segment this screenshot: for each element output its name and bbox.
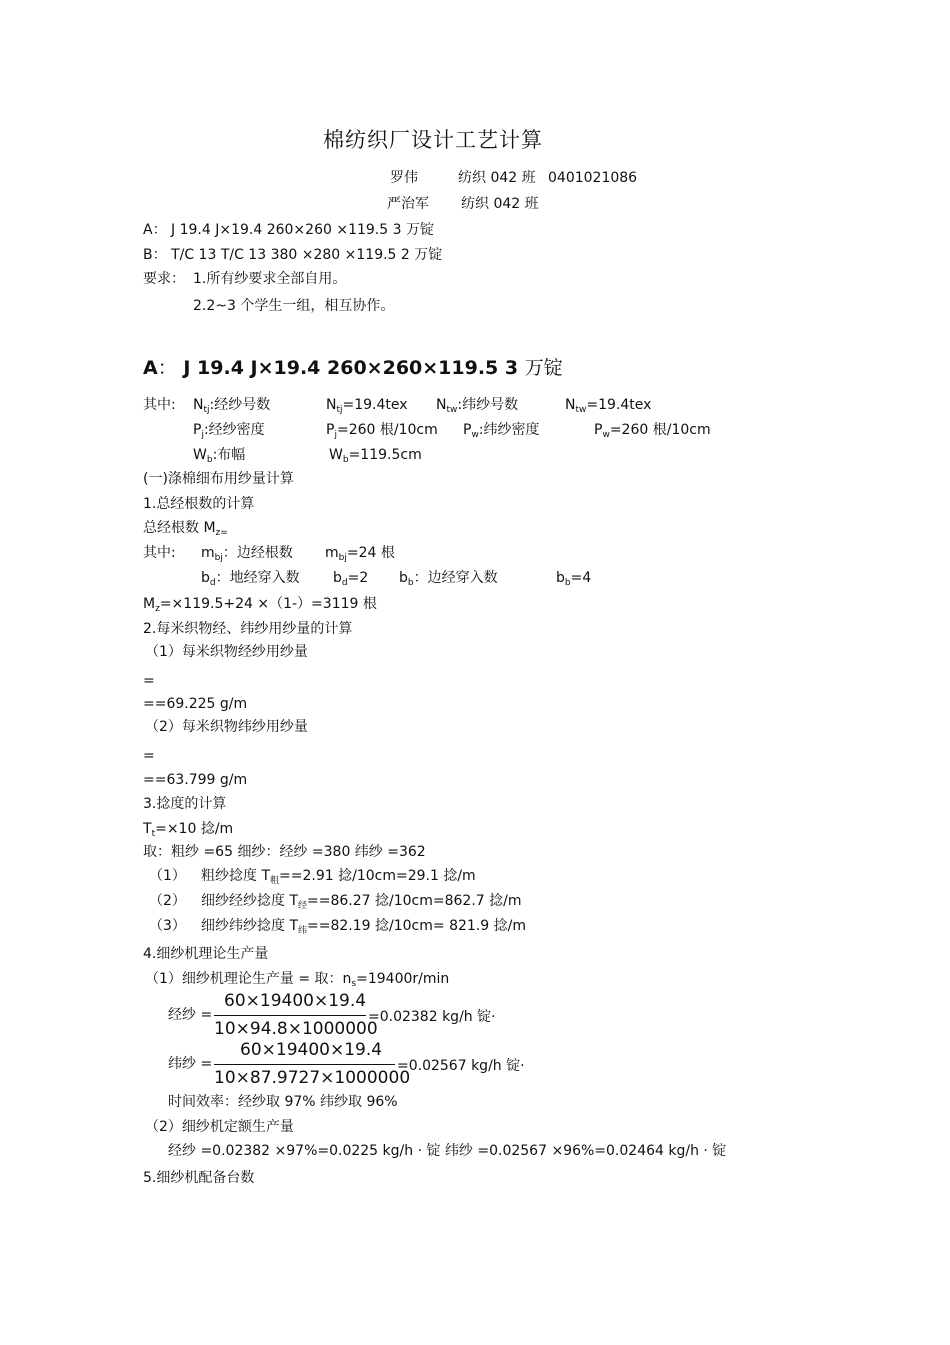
var-pw-def bbox=[463, 422, 540, 440]
var-symbol: M bbox=[143, 596, 156, 612]
var-subscript: tw bbox=[446, 405, 458, 415]
var-value: =260 根/10cm bbox=[609, 422, 711, 438]
var-symbol: b bbox=[333, 570, 342, 586]
author1-name: 罗伟 bbox=[390, 170, 418, 186]
var-subscript: b bbox=[564, 578, 571, 588]
var-subscript: bj bbox=[338, 553, 347, 563]
var-symbol: W bbox=[193, 447, 207, 463]
var-symbol: P bbox=[193, 422, 202, 438]
section-a-unit: 万锭 bbox=[524, 357, 563, 379]
var-subscript: b bbox=[342, 455, 349, 465]
twist-subscript: 经 bbox=[298, 901, 308, 911]
twist-1-num: （1） bbox=[149, 868, 186, 884]
var-symbol: N bbox=[565, 397, 576, 413]
section-1-5-heading: 5.细纱机配备台数 bbox=[143, 1170, 255, 1186]
twist-2-line bbox=[201, 893, 522, 911]
rated-output: 经纱 =0.02382 ×97%=0.0225 kg/h · 锭 纬纱 =0.02567 ×96%=0.02464 kg/h · 锭 bbox=[168, 1143, 727, 1159]
warp-label: 经纱 = bbox=[168, 1007, 213, 1023]
var-bd-value bbox=[333, 570, 369, 588]
twist-value: ==82.19 捻/10cm= 821.9 捻/m bbox=[307, 918, 526, 934]
author1-class: 纺织 042 班 bbox=[458, 170, 536, 186]
var-mbj-value bbox=[325, 545, 395, 563]
var-value: =119.5cm bbox=[348, 447, 422, 463]
var-symbol: W bbox=[329, 447, 343, 463]
var-symbol: m bbox=[201, 545, 215, 561]
twist-value: ==86.27 捻/10cm=862.7 捻/m bbox=[307, 893, 522, 909]
result-2: ==63.799 g/m bbox=[143, 772, 248, 788]
twist-formula bbox=[143, 821, 234, 839]
var-subscript: w bbox=[602, 430, 610, 440]
var-ntw-def bbox=[436, 397, 519, 415]
weft-numerator: 60×19400×19.4 bbox=[240, 1040, 383, 1060]
var-subscript: tj bbox=[203, 405, 210, 415]
var-pj-value bbox=[326, 422, 438, 440]
twist-subscript: 粗 bbox=[270, 876, 280, 886]
where-label-2: 其中: bbox=[143, 545, 176, 561]
page-title: 棉纺织厂设计工艺计算 bbox=[323, 128, 543, 152]
section-1-1-heading: 1.总经根数的计算 bbox=[143, 496, 255, 512]
requirement-1: 1.所有纱要求全部自用。 bbox=[193, 271, 347, 287]
var-pj-def bbox=[193, 422, 265, 440]
section-1-4a-text: （1）细纱机理论生产量 = 取：n bbox=[145, 971, 352, 987]
var-subscript: b bbox=[407, 578, 414, 588]
var-wb-def bbox=[193, 447, 246, 465]
section-1-heading: (一)涤棉细布用纱量计算 bbox=[143, 471, 294, 487]
author2-class: 纺织 042 班 bbox=[461, 196, 539, 212]
section-a-heading bbox=[143, 359, 563, 378]
spec-a: A： J 19.4 J×19.4 260×260 ×119.5 3 万锭 bbox=[143, 222, 434, 238]
var-value: =19400r/min bbox=[356, 971, 450, 987]
mz-formula bbox=[143, 596, 377, 614]
var-value: =4 bbox=[570, 570, 592, 586]
twist-2-num: （2） bbox=[149, 893, 186, 909]
var-symbol: m bbox=[325, 545, 339, 561]
var-subscript: z bbox=[155, 604, 160, 614]
warp-result: =0.02382 kg/h 锭· bbox=[368, 1009, 496, 1025]
var-subscript: b bbox=[206, 455, 213, 465]
section-1-4-heading: 4.细纱机理论生产量 bbox=[143, 946, 269, 962]
section-1-2-heading: 2.每米织物经、纬纱用纱量的计算 bbox=[143, 621, 353, 637]
var-subscript: tj bbox=[336, 405, 343, 415]
section-a-prefix: A bbox=[143, 357, 158, 379]
total-ends-subscript: z= bbox=[215, 528, 228, 538]
var-value: =2 bbox=[347, 570, 369, 586]
var-pw-value bbox=[594, 422, 711, 440]
formula-expr: =×119.5+24 ×（1-）=3119 根 bbox=[159, 596, 377, 612]
section-1-2b-heading: （2）每米织物纬纱用纱量 bbox=[145, 719, 308, 735]
var-wb-value bbox=[329, 447, 422, 465]
var-ntj-def bbox=[193, 397, 271, 415]
var-subscript: bj bbox=[214, 553, 223, 563]
author1-id: 0401021086 bbox=[548, 170, 638, 186]
var-subscript: t bbox=[151, 829, 156, 839]
spec-b: B： T/C 13 T/C 13 380 ×280 ×119.5 2 万锭 bbox=[143, 247, 443, 263]
var-symbol: b bbox=[399, 570, 408, 586]
var-desc: ：边经根数 bbox=[222, 545, 293, 561]
var-value: =19.4tex bbox=[586, 397, 652, 413]
twist-value: ==2.91 捻/10cm=29.1 捻/m bbox=[279, 868, 476, 884]
var-symbol: N bbox=[193, 397, 204, 413]
twist-1-line bbox=[201, 868, 476, 886]
var-mbj-def bbox=[201, 545, 293, 563]
var-desc: :纬纱密度 bbox=[478, 422, 540, 438]
twist-3-num: （3） bbox=[149, 918, 186, 934]
twist-3-line bbox=[201, 918, 526, 936]
weft-result: =0.02567 kg/h 锭· bbox=[397, 1058, 525, 1074]
var-subscript: d bbox=[341, 578, 348, 588]
var-symbol: b bbox=[201, 570, 210, 586]
var-value: =24 根 bbox=[346, 545, 395, 561]
var-subscript: s bbox=[351, 979, 357, 989]
var-desc: ：边经穿入数 bbox=[413, 570, 498, 586]
twist-coefficients: 取：粗纱 =65 细纱：经纱 =380 纬纱 =362 bbox=[143, 844, 426, 860]
section-1-4a-line bbox=[145, 971, 450, 989]
var-desc: :纬纱号数 bbox=[457, 397, 519, 413]
warp-denominator: 10×94.8×1000000 bbox=[214, 1019, 378, 1039]
var-desc: ：地经穿入数 bbox=[215, 570, 300, 586]
var-subscript: j bbox=[201, 430, 204, 440]
var-bb-def bbox=[399, 570, 498, 588]
warp-numerator: 60×19400×19.4 bbox=[224, 991, 367, 1011]
requirements-label: 要求： bbox=[143, 271, 185, 287]
weft-label: 纬纱 = bbox=[168, 1056, 213, 1072]
section-1-3-heading: 3.捻度的计算 bbox=[143, 796, 227, 812]
section-1-2a-heading: （1）每米织物经纱用纱量 bbox=[145, 644, 308, 660]
var-ntj-value bbox=[326, 397, 408, 415]
var-bd-def bbox=[201, 570, 300, 588]
section-1-4b-heading: （2）细纱机定额生产量 bbox=[145, 1119, 294, 1135]
var-subscript: d bbox=[209, 578, 216, 588]
weft-denominator: 10×87.9727×1000000 bbox=[214, 1068, 411, 1088]
var-symbol: T bbox=[143, 821, 152, 837]
result-1: ==69.225 g/m bbox=[143, 696, 248, 712]
twist-label: 粗纱捻度 T bbox=[201, 868, 271, 884]
var-desc: :经纱密度 bbox=[203, 422, 265, 438]
equation-1: = bbox=[143, 673, 155, 689]
var-symbol: N bbox=[326, 397, 337, 413]
total-ends-text: 总经根数 M bbox=[143, 520, 216, 536]
var-symbol: P bbox=[594, 422, 603, 438]
time-efficiency: 时间效率：经纱取 97% 纬纱取 96% bbox=[168, 1094, 398, 1110]
section-a-spec: J 19.4 J×19.4 260×260×119.5 3 bbox=[183, 357, 519, 379]
var-subscript: w bbox=[471, 430, 479, 440]
var-ntw-value bbox=[565, 397, 652, 415]
var-desc: :经纱号数 bbox=[209, 397, 271, 413]
formula-expr: =×10 捻/m bbox=[155, 821, 234, 837]
var-symbol: N bbox=[436, 397, 447, 413]
fraction-bar bbox=[214, 1015, 366, 1016]
total-ends-line bbox=[143, 520, 228, 538]
var-symbol: P bbox=[463, 422, 472, 438]
equation-2: = bbox=[143, 748, 155, 764]
var-value: =19.4tex bbox=[342, 397, 408, 413]
var-symbol: b bbox=[556, 570, 565, 586]
twist-label: 细纱纬纱捻度 T bbox=[201, 918, 299, 934]
twist-label: 细纱经纱捻度 T bbox=[201, 893, 299, 909]
var-bb-value bbox=[556, 570, 592, 588]
requirement-2: 2.2~3 个学生一组，相互协作。 bbox=[193, 298, 395, 314]
fraction-bar bbox=[214, 1064, 395, 1065]
twist-subscript: 纬 bbox=[298, 926, 308, 936]
section-a-sep: ： bbox=[157, 357, 177, 379]
var-desc: :布幅 bbox=[212, 447, 246, 463]
var-value: =260 根/10cm bbox=[336, 422, 438, 438]
var-symbol: P bbox=[326, 422, 335, 438]
where-label: 其中: bbox=[143, 397, 176, 413]
var-subscript: tw bbox=[575, 405, 587, 415]
author2-name: 严治军 bbox=[387, 196, 429, 212]
var-subscript: j bbox=[334, 430, 337, 440]
